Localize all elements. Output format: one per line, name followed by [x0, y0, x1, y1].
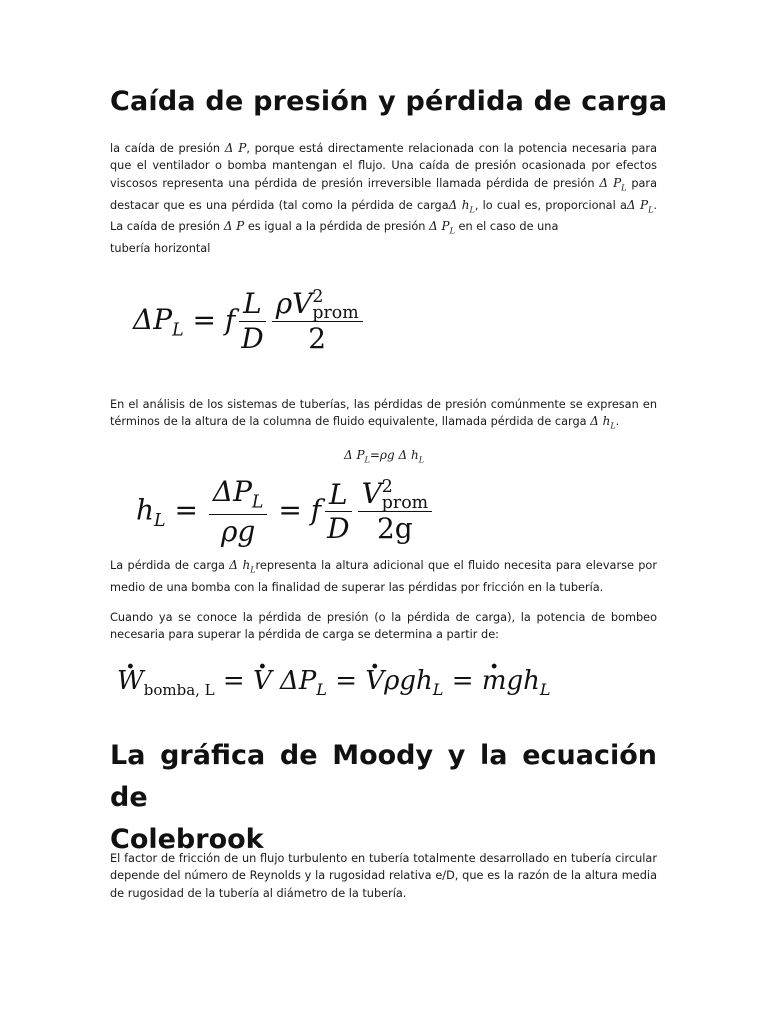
fraction-v2-over-2g: [358, 478, 433, 546]
eq-sup: 2: [312, 286, 324, 307]
text-line: tubería horizontal: [110, 242, 211, 256]
eq-symbol: · V: [365, 666, 384, 696]
math-delta-hl: [590, 414, 616, 431]
math-text: Δ P: [429, 219, 450, 234]
fraction-dp-over-rhog: [209, 476, 268, 548]
math-sub: L: [610, 421, 616, 431]
eq-sub: bomba, L: [143, 681, 215, 700]
eq-sub: L: [418, 455, 424, 465]
math-sub: L: [648, 205, 654, 214]
paragraph-head-loss-meaning: [110, 557, 657, 596]
frac-den: 2: [308, 322, 327, 356]
eq-friction-factor: f: [310, 493, 322, 527]
math-text: Δ h: [590, 414, 611, 429]
frac-den: ρg: [220, 514, 256, 548]
text: representa la altura adicional que el fluido necesita para elevarse por medio de una bomba con la finalidad de superar las pérdidas por fricción en la tubería.: [110, 559, 657, 594]
frac-num: L: [325, 479, 352, 512]
eq-symbol: V: [361, 477, 382, 511]
fraction-l-over-d: [323, 479, 353, 546]
math-sub: L: [449, 226, 455, 236]
eq-symbol: 2g: [376, 512, 413, 546]
math-text: Δ P: [599, 175, 622, 190]
eq-friction-factor: f: [224, 303, 236, 337]
sup-sub-stack: [312, 286, 359, 323]
eq-symbol: Δ P: [343, 448, 365, 462]
eq-symbol: ρV: [275, 287, 313, 320]
eq-symbol: ΔP: [280, 666, 317, 696]
text: en el caso de una: [454, 220, 559, 234]
eq-symbol: · m: [482, 666, 507, 696]
eq-symbol: ΔP: [212, 475, 252, 508]
eq-equals: =: [451, 666, 474, 696]
math-delta-p: [225, 141, 247, 155]
math-sub: L: [469, 205, 475, 214]
frac-den: D: [241, 321, 264, 355]
text: La pérdida de carga: [110, 559, 230, 572]
eq-symbol: =ρg Δ h: [369, 448, 419, 462]
eq-sub: L: [316, 680, 327, 700]
math-delta-hl: [449, 198, 475, 212]
text: para destacar que es una pérdida (tal como la pérdida de carga: [110, 176, 657, 212]
paragraph-head-loss: [110, 396, 657, 435]
paragraph-pump-power: Cuando ya se conoce la pérdida de presión (o la pérdida de carga), la potencia de bombeo necesaria para superar la pérdida de carga se determina a partir de:: [110, 611, 657, 642]
text: , porque está directamente relacionada con la potencia necesaria para que el ventilador o bomba mantengan el flujo. Una caída de presión ocasionada por efectos viscosos representa una pérdida de presión irreversible llamada pérdida de presión: [110, 142, 657, 190]
math-delta-hl: [229, 558, 256, 575]
equation-head-loss: [136, 476, 434, 548]
eq-equals: =: [192, 303, 216, 337]
eq-symbol: gh: [506, 666, 540, 696]
eq-sub: L: [539, 680, 551, 700]
heading-line: Colebrook: [110, 824, 264, 855]
math-text: Δ P: [223, 219, 245, 234]
math-text: Δ h: [229, 558, 251, 572]
eq-sub: L: [172, 320, 184, 341]
sup-sub-stack: [381, 477, 429, 513]
eq-equals: =: [335, 666, 358, 696]
eq-sub: prom: [381, 492, 429, 513]
eq-sub: L: [251, 492, 264, 513]
text: . La caída de presión: [110, 198, 657, 234]
text: es igual a la pérdida de presión: [244, 220, 430, 234]
eq-equals: =: [278, 493, 302, 527]
math-text: Δ P: [224, 141, 247, 155]
frac-num: [209, 476, 268, 515]
eq-lhs: [133, 303, 184, 341]
paragraph-friction-factor: El factor de fricción de un flujo turbulento en tubería totalmente desarrollado en tubería circular depende del número de Reynolds y la rugosidad relativa e/D, que es la razón de la altura media de rugosidad de la tubería al diámetro de la tubería.: [110, 852, 657, 900]
math-text: Δ h: [448, 197, 470, 212]
math-text: Δ P: [626, 197, 649, 212]
math-sub: L: [250, 565, 256, 575]
text: la caída de presión: [110, 142, 225, 155]
text: .: [615, 415, 620, 429]
equation-pump-power: [117, 666, 551, 699]
fraction-l-over-d: [237, 288, 267, 355]
eq-symbol: h: [136, 493, 155, 527]
heading-line: La gráfica de Moody y la ecuación de: [110, 740, 657, 813]
eq-sub: L: [364, 455, 370, 465]
eq-sub: L: [432, 680, 444, 700]
equation-pressure-loss: [133, 288, 365, 356]
frac-den: [373, 512, 417, 546]
fraction-rho-v2: [272, 288, 363, 356]
eq-symbol: · V: [253, 666, 272, 696]
math-delta-p: [224, 219, 245, 233]
frac-num: [272, 288, 363, 322]
paragraph-pressure-drop: [110, 140, 657, 258]
equation-inline-relation: [0, 448, 768, 464]
eq-sub: prom: [312, 302, 359, 323]
frac-den: D: [327, 511, 350, 545]
text: En el análisis de los sistemas de tuberías, las pérdidas de presión comúnmente se expresan en términos de la altura de la columna de fluido equivalente, llamada pérdida de carga: [110, 398, 657, 429]
eq-symbol: ρgh: [384, 666, 433, 696]
math-delta-pl: [599, 175, 627, 193]
eq-equals: =: [174, 493, 198, 527]
eq-sup: 2: [381, 477, 393, 498]
math-sub: L: [621, 183, 627, 193]
text: , lo cual es, proporcional a: [474, 198, 627, 212]
frac-num: [358, 478, 433, 512]
math-delta-pl: [429, 219, 455, 236]
frac-num: L: [239, 288, 266, 321]
eq-sub: L: [154, 511, 166, 532]
section-heading-moody: [110, 735, 657, 861]
math-delta-pl: [627, 198, 654, 212]
eq-symbol: · W: [117, 666, 144, 696]
eq-equals: =: [222, 666, 245, 696]
page-title: Caída de presión y pérdida de carga: [110, 86, 668, 117]
eq-symbol: ΔP: [133, 303, 173, 337]
